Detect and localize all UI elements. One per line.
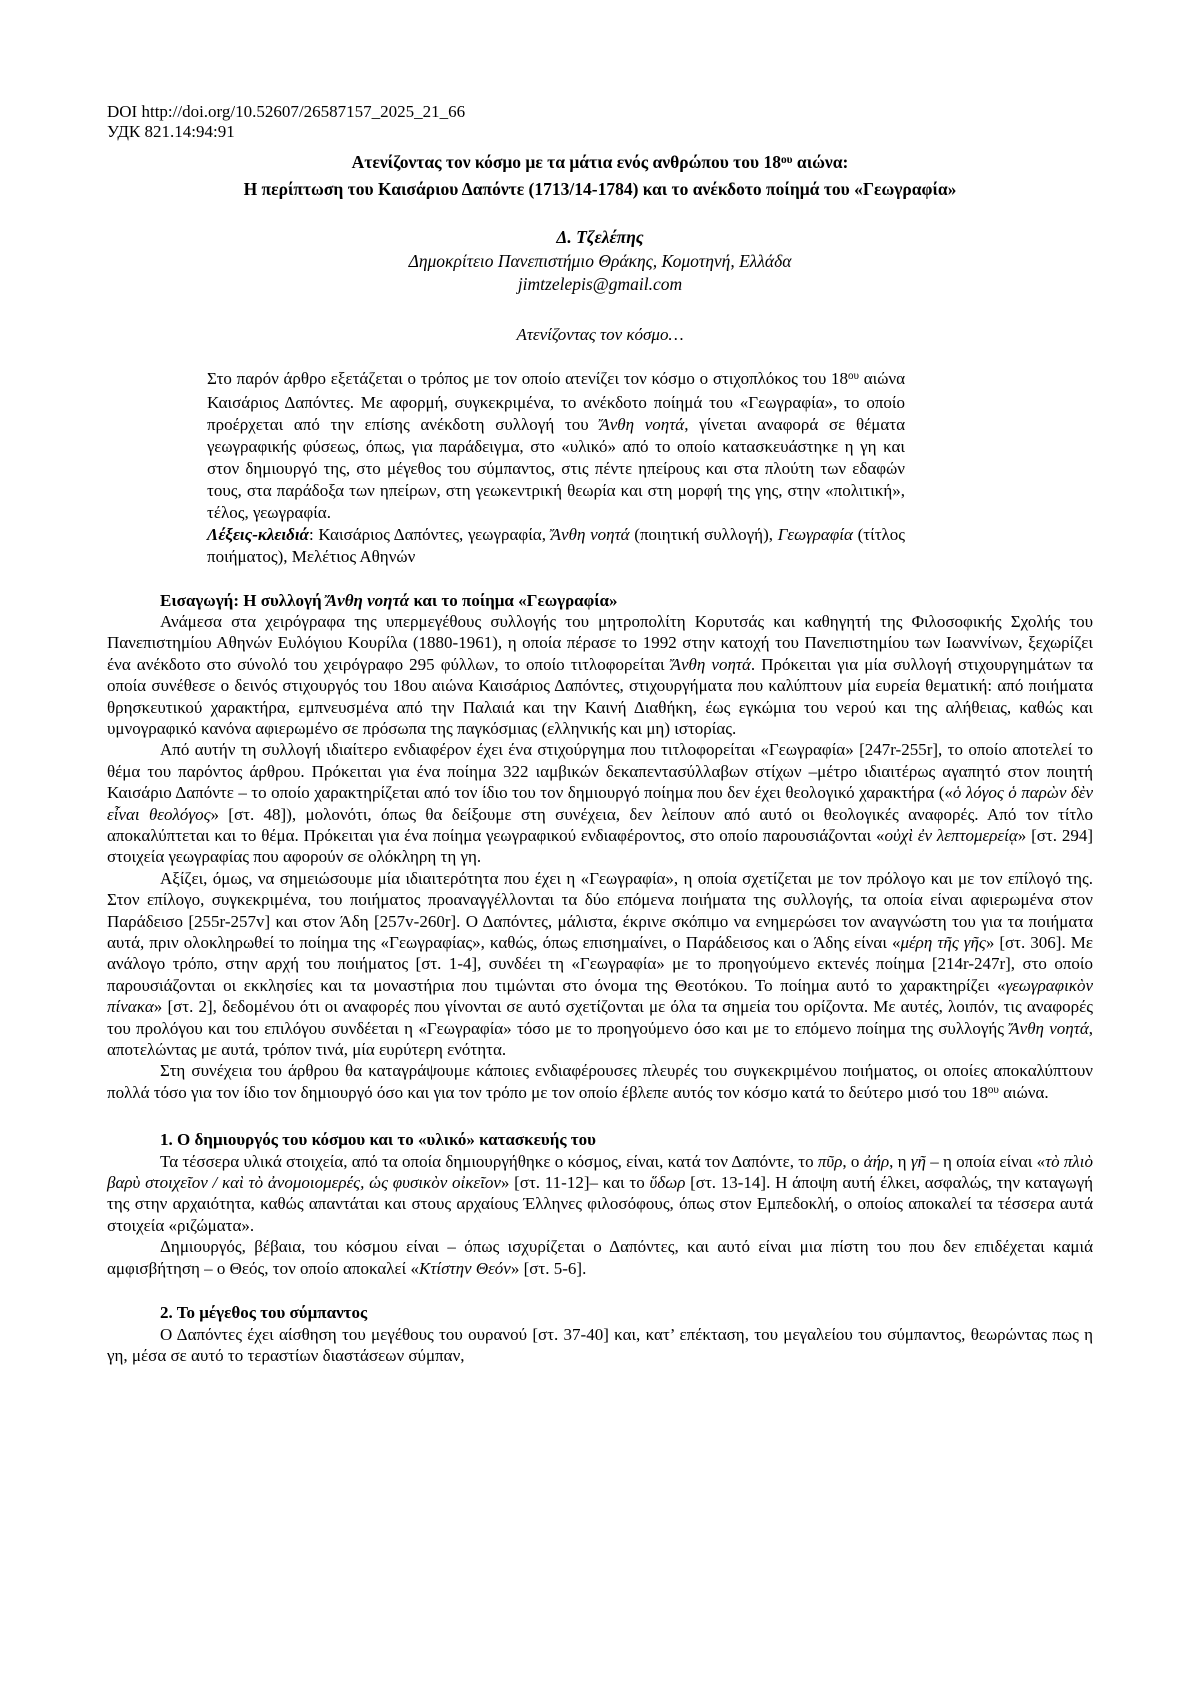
- doi-line: DOI http://doi.org/10.52607/26587157_2025_21_66: [107, 102, 466, 121]
- author-block: [107, 226, 1093, 297]
- paper-title-line-1: Ατενίζοντας τον κόσμο με τα μάτια ενός ανθρώπου του $18^{o\upsilon}$ αιώνα:: [351, 152, 849, 172]
- intro-paragraph-3: Αξίζει, όμως, να σημειώσουμε μία ιδιαιτερότητα που έχει η «Γεωγραφία», η οποία σχετίζεται με τον πρόλογο και με τον επίλογό της. Στον επίλογο, συγκεκριμένα, του ποιήματος προαναγγέλλονται τα δύο επόμενα ποιήματα της συλλογής, τα οποία είναι αφιερωμένα στον Παράδεισο [255r-257v] και στον Άδη [257v-260r]. Ο Δαπόντες, μάλιστα, έκρινε σκόπιμο να ενημερώσει τον αναγνώστη του για τα ποιήματα αυτά, πριν ολοκληρωθεί το ποίημα της «Γεωγραφίας», καθώς, όπως επισημαίνει, ο Παράδεισος και ο Άδης είναι «μέρη τῆς γῆς» [στ. 306]. Με ανάλογο τρόπο, στην αρχή του ποιήματος [στ. 1-4], συνδέει τη «Γεωγραφία» με το προηγούμενο εκτενές ποίημα [214r-247r], στο οποίο παρουσιάζονται οι εκκλησίες και τα μοναστήρια που τιμώνται στο όνομα της Θεοτόκου. Το ποίημα αυτό το χαρακτηρίζει «γεωγραφικὸν πίνακα» [στ. 2], δεδομένου ότι οι αναφορές που γίνονται σε αυτό σχετίζονται με όλα τα σημεία του ορίζοντα. Με αυτές, λοιπόν, τις αναφορές του προλόγου και του επιλόγου συνδέεται η «Γεωγραφία» τόσο με το προηγούμενο όσο και με το επόμενο ποίημα της συλλογής Ἄνθη νοητά, αποτελώντας με αυτά, τρόπον τινά, μία ευρύτερη ενότητα.: [107, 868, 1094, 1060]
- running-title: Ατενίζοντας τον κόσμο…: [516, 324, 684, 344]
- author-email: jimtzelepis@gmail.com: [517, 274, 683, 294]
- abstract-block: [107, 368, 1093, 568]
- paper-title: [107, 151, 1093, 201]
- doc-meta: [107, 102, 1093, 142]
- section-heading-2: 2. Το μέγεθος του σύμπαντος: [160, 1303, 368, 1323]
- intro-paragraph-2: Από αυτήν τη συλλογή ιδιαίτερο ενδιαφέρον έχει ένα στιχούργημα που τιτλοφορείται «Γεωγραφία» [247r-255r], το οποίο αποτελεί το θέμα του παρόντος άρθρου. Πρόκειται για ένα ποίημα 322 ιαμβικών δεκαπεντασύλλαβων στίχων –μέτρο ιδιαιτέρως αγαπητό στον ποιητή Καισάριο Δαπόντε – το οποίο χαρακτηρίζεται από τον ίδιο του τον δημιουργό ποίημα που δεν έχει θεολογικό χαρακτήρα («ὁ λόγος ὁ παρὼν δὲν εἶναι θεολόγος» [στ. 48]), μολονότι, όπως θα δείξουμε στη συνέχεια, δεν λείπουν από αυτό οι θεολογικές αναφορές. Από τον τίτλο αποκαλύπτεται και το θέμα. Πρόκειται για ένα ποίημα γεωγραφικού ενδιαφέροντος, στο οποίο παρουσιάζονται «οὐχὶ ἐν λεπτομερείᾳ» [στ. 294] στοιχεία γεωγραφίας που αφορούν σε ολόκληρη τη γη.: [107, 740, 1093, 867]
- author-name: Δ. Τζελέπης: [556, 227, 644, 247]
- section-heading-1: 1. Ο δημιουργός του κόσμου και το «υλικό» κατασκευής του: [160, 1130, 596, 1150]
- udk-line: УДК 821.14:94:91: [107, 122, 235, 141]
- paper-title-line-2: Η περίπτωση του Καισάριου Δαπόντε (1713/14-1784) και το ανέκδοτο ποίημά του «Γεωγραφία»: [243, 178, 957, 199]
- abstract-text: Στο παρόν άρθρο εξετάζεται ο τρόπος με τον οποίο ατενίζει τον κόσμο ο στιχοπλόκος του $18^{o\upsilon}$ αιώνα Καισάριος Δαπόντες. Με αφορμή, συγκεκριμένα, το ανέκδοτο ποίημά του «Γεωγραφία», το οποίο προέρχεται από την επίσης ανέκδοτη συλλογή του Ἄνθη νοητά, γίνεται αναφορά σε θέματα γεωγραφικής φύσεως, όπως, για παράδειγμα, στο «υλικό» από το οποίο κατασκευάστηκε η γη και στον δημιουργό της, στο μέγεθος του σύμπαντος, στις πέντε ηπείρους και στα πλούτη των εδαφών τους, στα παράδοξα των ηπείρων, στη γεωκεντρική θεωρία και στη μορφή της γης, στην «πολιτική», τέλος, γεωγραφία.: [207, 368, 906, 522]
- section-heading-intro: Εισαγωγή: Η συλλογή Ἄνθη νοητά και το ποίημα «Γεωγραφία»: [160, 590, 618, 610]
- section2-paragraph-1: Ο Δαπόντες έχει αίσθηση του μεγέθους του ουρανού [στ. 37-40] και, κατ’ επέκταση, του μεγαλείου του σύμπαντος, θεωρώντας πως η γη, μέσα σε αυτό το τεραστίων διαστάσεων σύμπαν,: [107, 1324, 1093, 1365]
- intro-paragraph-1: Ανάμεσα στα χειρόγραφα της υπερμεγέθους συλλογής του μητροπολίτη Κορυτσάς και καθηγητή της Φιλοσοφικής Σχολής του Πανεπιστημίου Αθηνών Ευλόγιου Κουρίλα (1880-1961), η οποία πέρασε το 1992 στην κατοχή του Πανεπιστημίου των Ιωαννίνων, ξεχωρίζει ένα ανέκδοτο στο σύνολό του χειρόγραφο 295 φύλλων, το οποίο τιτλοφορείται Ἄνθη νοητά. Πρόκειται για μία συλλογή στιχουργημάτων τα οποία συνέθεσε ο δεινός στιχουργός του 18ου αιώνα Καισάριος Δαπόντες, στιχουργήματα που καλύπτουν μία ευρεία θεματική: από ποιήματα θρησκευτικού χαρακτήρα, εμπνευσμένα από την Παλαιά και την Καινή Διαθήκη, έως εγκώμια του νερού και της αλήθειας, καθώς και υμνογραφικό κανόνα αφιερωμένο σε πρόσωπα της παγκόσμιας (ελληνικής και μη) ιστορίας.: [107, 611, 1094, 738]
- intro-paragraph-4: Στη συνέχεια του άρθρου θα καταγράψουμε κάποιες ενδιαφέρουσες πλευρές του συγκεκριμένου ποιήματος, οι οποίες αποκαλύπτουν πολλά τόσο για τον ίδιο τον δημιουργό όσο και για τον τρόπο με τον οποίο έβλεπε αυτός τον κόσμο κατά το δεύτερο μισό του $18^{o\upsilon}$ αιώνα.: [107, 1061, 1093, 1102]
- section1-paragraph-2: Δημιουργός, βέβαια, του κόσμου είναι – όπως ισχυρίζεται ο Δαπόντες, και αυτό είναι μια πίστη του που δεν επιδέχεται καμιά αμφισβήτηση – ο Θεός, τον οποίο αποκαλεί «Κτίστην Θεόν» [στ. 5-6].: [107, 1237, 1093, 1278]
- keywords-line: Λέξεις-κλειδιά: Καισάριος Δαπόντες, γεωγραφία, Ἄνθη νοητά (ποιητική συλλογή), Γεωγραφία (τίτλος ποιήματος), Μελέτιος Αθηνών: [207, 524, 906, 566]
- author-affiliation: Δημοκρίτειο Πανεπιστήμιο Θράκης, Κομοτηνή, Ελλάδα: [408, 250, 792, 271]
- section1-paragraph-1: Τα τέσσερα υλικά στοιχεία, από τα οποία δημιουργήθηκε ο κόσμος, είναι, κατά τον Δαπόντε, το πῦρ, ο ἀήρ, η γῆ – η οποία είναι «τὸ πλιὸ βαρὺ στοιχεῖον / καὶ τὸ ἀνομοιομερές, ὡς φυσικὸν οἰκεῖον» [στ. 11-12]– και το ὕδωρ [στ. 13-14]. Η άποψη αυτή έλκει, ασφαλώς, την καταγωγή της στην αρχαιότητα, καθώς απαντάται και στους αρχαίους Έλληνες φιλοσόφους, όπως στον Εμπεδοκλή, ο οποίος αποκαλεί τα τέσσερα αυτά στοιχεία «ριζώματα».: [107, 1151, 1094, 1235]
